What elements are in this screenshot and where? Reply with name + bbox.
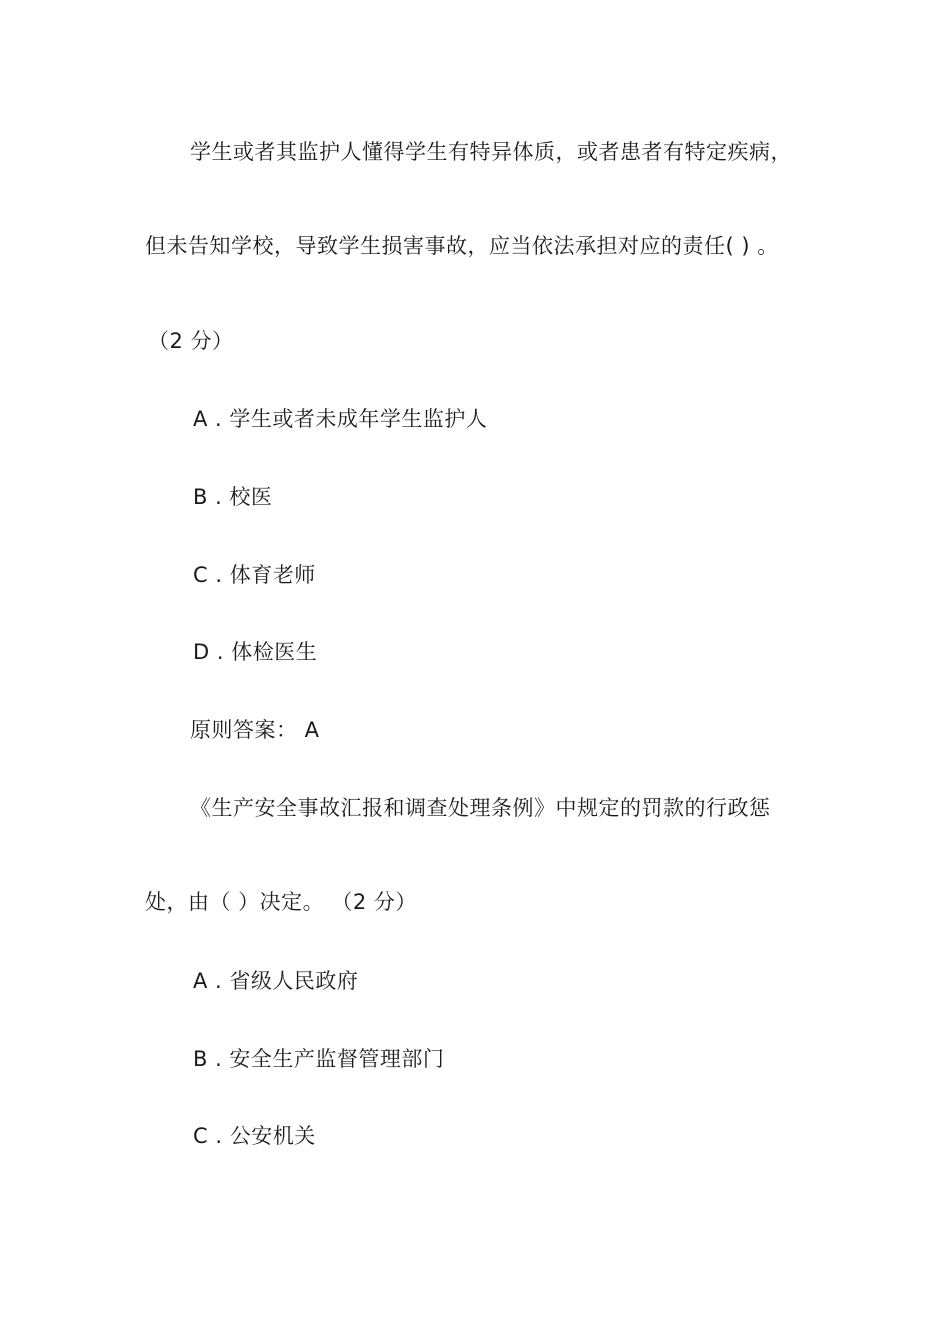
question-2-option-a: A . 省级人民政府: [193, 969, 359, 993]
question-1-option-d: D . 体检医生: [193, 640, 318, 664]
question-2-stem-line-2: 处，由（ ）决定。 （2 分）: [145, 890, 417, 914]
question-1-stem-line-2: 但未告知学校，导致学生损害事故，应当依法承担对应的责任( ) 。: [145, 234, 779, 258]
question-1-score: （2 分）: [148, 329, 234, 353]
question-1-option-b: B . 校医: [193, 485, 273, 509]
question-1-answer: 原则答案： A: [190, 718, 320, 742]
question-1-option-a: A . 学生或者未成年学生监护人: [193, 407, 488, 431]
question-2-stem-line-1: 《生产安全事故汇报和调查处理条例》中规定的罚款的行政惩: [190, 796, 771, 820]
question-1-stem-line-1: 学生或者其监护人懂得学生有特异体质，或者患者有特定疾病，: [190, 140, 792, 164]
question-2-option-b: B . 安全生产监督管理部门: [193, 1047, 445, 1071]
question-1-option-c: C . 体育老师: [193, 563, 316, 587]
question-2-option-c: C . 公安机关: [193, 1124, 316, 1148]
